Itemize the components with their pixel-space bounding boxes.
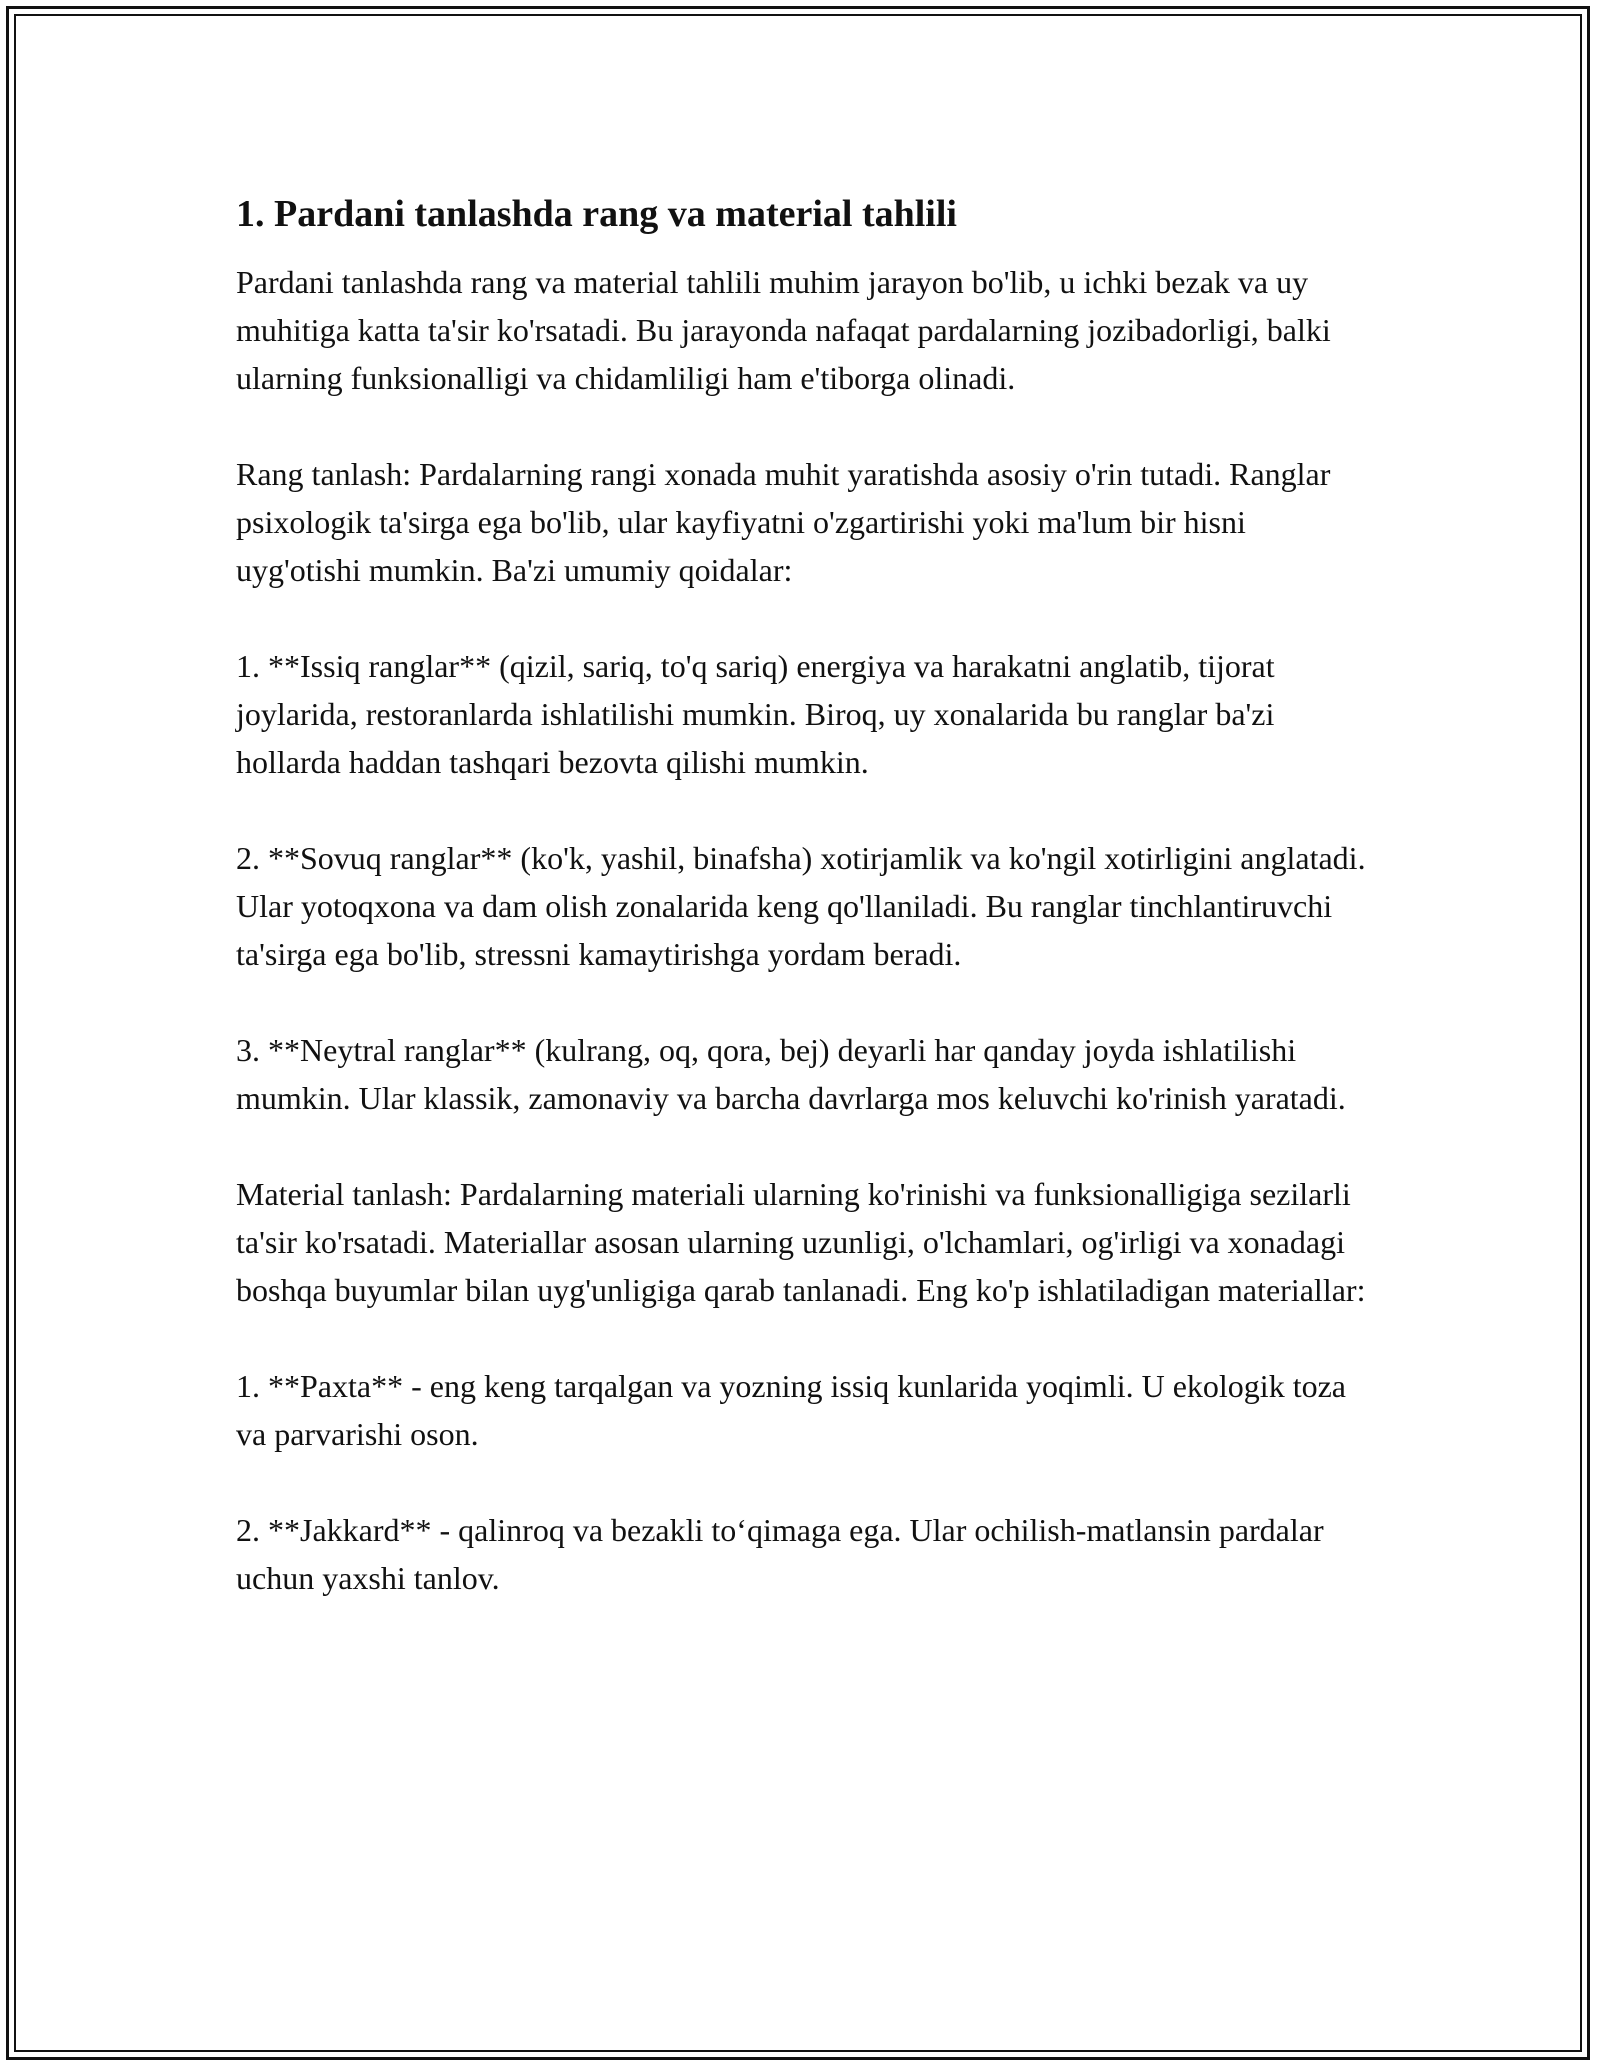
intro-paragraph: Pardani tanlashda rang va material tahlili muhim jarayon bo'lib, u ichki bezak va uy muhitiga katta ta'sir ko'rsatadi. Bu jarayonda nafaqat pardalarning jozibadorligi, balki ularning funksionalligi va chidamliligi ham e'tiborga olinadi. [236,264,1331,396]
section-heading: 1. Pardani tanlashda rang va material tahlili [236,193,957,235]
cotton-material-item: 1. **Paxta** - eng keng tarqalgan va yozning issiq kunlarida yoqimli. U ekologik toza va parvarishi oson. [236,1368,1346,1452]
document-body [236,190,1376,1650]
jacquard-material-item: 2. **Jakkard** - qalinroq va bezakli to‘qimaga ega. Ular ochilish-matlansin pardalar uchun yaxshi tanlov. [236,1512,1324,1596]
warm-colors-item: 1. **Issiq ranglar** (qizil, sariq, to'q sariq) energiya va harakatni anglatib, tijorat joylarida, restoranlarda ishlatilishi mumkin. Biroq, uy xonalarida bu ranglar ba'zi hollarda haddan tashqari bezovta qilishi mumkin. [236,648,1275,780]
color-selection-paragraph: Rang tanlash: Pardalarning rangi xonada muhit yaratishda asosiy o'rin tutadi. Ranglar psixologik ta'sirga ega bo'lib, ular kayfiyatni o'zgartirishi yoki ma'lum bir hisni uyg'otishi mumkin. Ba'zi umumiy qoidalar: [236,456,1331,588]
neutral-colors-item: 3. **Neytral ranglar** (kulrang, oq, qora, bej) deyarli har qanday joyda ishlatilishi mumkin. Ular klassik, zamonaviy va barcha davrlarga mos keluvchi ko'rinish yaratadi. [236,1032,1346,1116]
material-selection-paragraph: Material tanlash: Pardalarning materiali ularning ko'rinishi va funksionalligiga sezilarli ta'sir ko'rsatadi. Materiallar asosan ularning uzunligi, o'lchamlari, og'irligi va xonadagi boshqa buyumlar bilan uyg'unligiga qarab tanlanadi. Eng ko'p ishlatiladigan materiallar: [236,1176,1366,1308]
cool-colors-item: 2. **Sovuq ranglar** (ko'k, yashil, binafsha) xotirjamlik va ko'ngil xotirligini anglatadi. Ular yotoqxona va dam olish zonalarida keng qo'llaniladi. Bu ranglar tinchlantiruvchi ta'sirga ega bo'lib, stressni kamaytirishga yordam beradi. [236,840,1366,972]
